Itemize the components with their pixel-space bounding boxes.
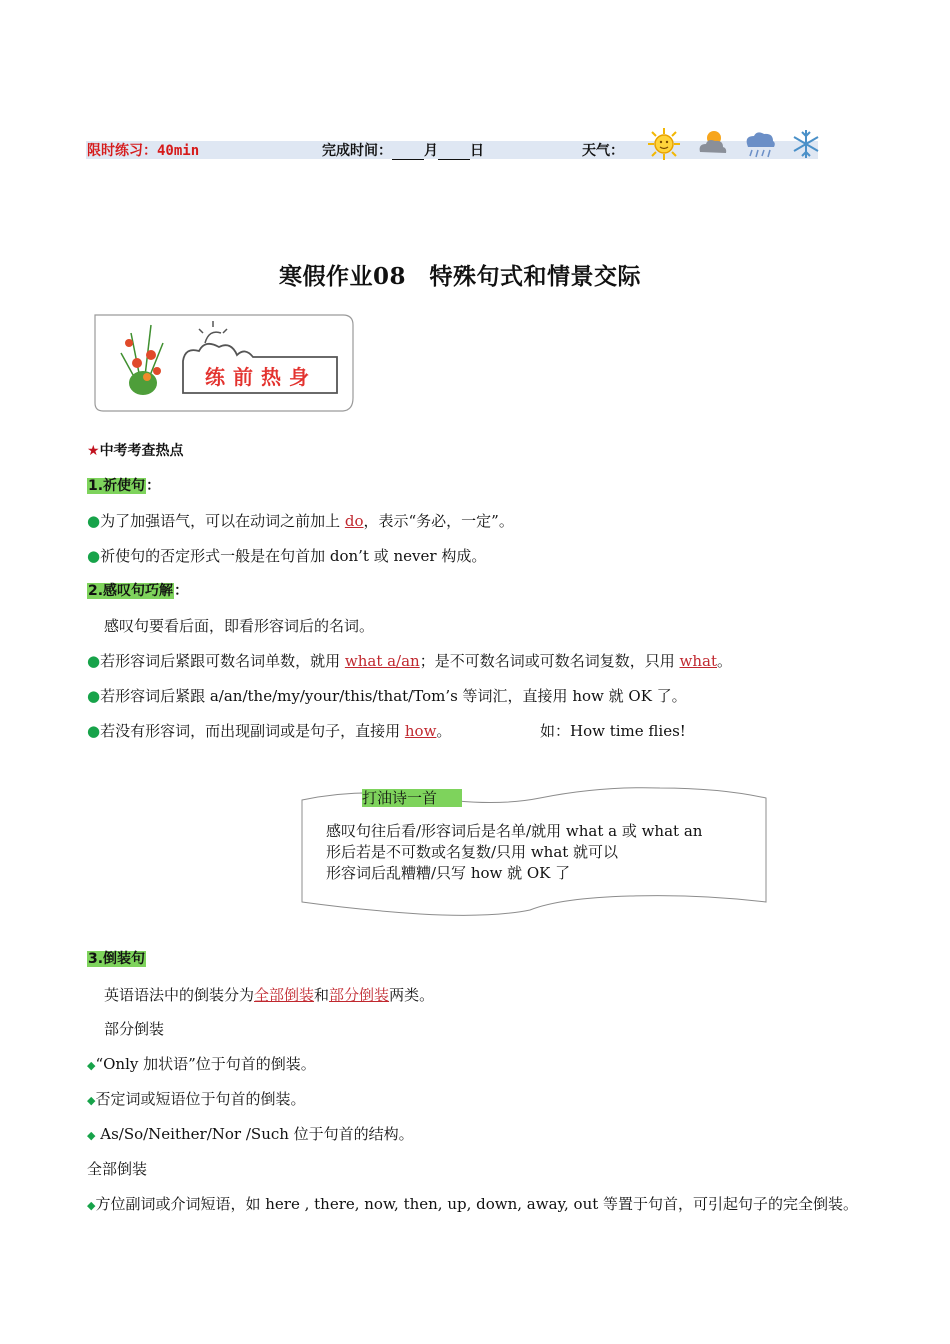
section-imperative-heading: 1.祈使句： [88, 478, 161, 494]
bullet-dot-icon: ● [87, 547, 101, 565]
poem-line-3: 形容词后乱糟糟/只写 how 就 OK 了 [326, 864, 571, 882]
sun-icon [646, 126, 682, 162]
diamond-bullet-icon: ◆ [87, 1129, 96, 1142]
hotspots-heading: ★中考考查热点 [87, 443, 184, 459]
completion-time [322, 142, 484, 160]
diamond-bullet-icon: ◆ [87, 1059, 96, 1072]
partial-bullet-2: ◆否定词或短语位于句首的倒装。 [87, 1090, 306, 1108]
star-icon: ★ [87, 443, 100, 459]
imperative-bullet-2: ●祈使句的否定形式一般是在句首加 don’t 或 never 构成。 [87, 547, 487, 565]
exclamatory-bullet-1: ●若形容词后紧跟可数名词单数，就用 what a/an；是不可数名词或可数名词复数，只用 what。 [87, 652, 732, 670]
partly-cloudy-icon [694, 126, 730, 162]
banner-label: 练前热身 [205, 365, 317, 389]
diamond-bullet-icon: ◆ [87, 1094, 96, 1107]
exclamatory-bullet-3: ●若没有形容词，而出现副词或是句子，直接用 how。 [87, 722, 452, 740]
bullet-dot-icon: ● [87, 687, 101, 705]
poem-title: 打油诗一首 [362, 789, 438, 807]
full-bullet-1: ◆方位副词或介词短语，如 here , there, now, then, up, down, away, out 等置于句首，可引起句子的完全倒装。 [87, 1195, 859, 1213]
exclamatory-intro: 感叹句要看后面，即看形容词后的名词。 [104, 617, 375, 635]
warmup-banner [93, 313, 355, 413]
exclamatory-bullet-2: ●若形容词后紧跟 a/an/the/my/your/this/that/Tom’s 等词汇，直接用 how 就 OK 了。 [87, 687, 687, 705]
day-blank [438, 145, 470, 160]
inversion-intro: 英语语法中的倒装分为全部倒装和部分倒装两类。 [104, 986, 435, 1004]
partial-bullet-1: ◆“Only 加状语”位于句首的倒装。 [87, 1055, 316, 1073]
full-inversion-label: 全部倒装 [87, 1160, 148, 1178]
imperative-bullet-1: ●为了加强语气，可以在动词之前加上 do，表示“务必，一定”。 [87, 512, 514, 530]
rain-icon [742, 126, 778, 162]
section-exclamatory-heading: 2.感叹句巧解： [88, 583, 189, 599]
partial-bullet-3: ◆ As/So/Neither/Nor /Such 位于句首的结构。 [87, 1125, 414, 1143]
day-label: 日 [470, 143, 484, 159]
diamond-bullet-icon: ◆ [87, 1199, 96, 1212]
snowflake-icon [788, 126, 824, 162]
month-label: 月 [424, 143, 438, 159]
partial-inversion-label: 部分倒装 [104, 1020, 165, 1038]
section-inversion-heading: 3.倒装句 [88, 951, 146, 967]
bullet-dot-icon: ● [87, 512, 101, 530]
bullet-dot-icon: ● [87, 652, 101, 670]
weather-label: 天气： [582, 143, 624, 159]
completion-label: 完成时间： [322, 143, 392, 159]
exclamatory-example: 如：How time flies! [540, 722, 686, 740]
poem-line-2: 形后若是不可数或名复数/只用 what 就可以 [326, 843, 619, 861]
page-title: 寒假作业08 特殊句式和情景交际 [278, 263, 641, 290]
month-blank [392, 145, 424, 160]
poem-line-1: 感叹句往后看/形容词后是名单/就用 what a 或 what an [326, 822, 703, 840]
time-limit: 限时练习：40min [87, 143, 200, 159]
bullet-dot-icon: ● [87, 722, 101, 740]
